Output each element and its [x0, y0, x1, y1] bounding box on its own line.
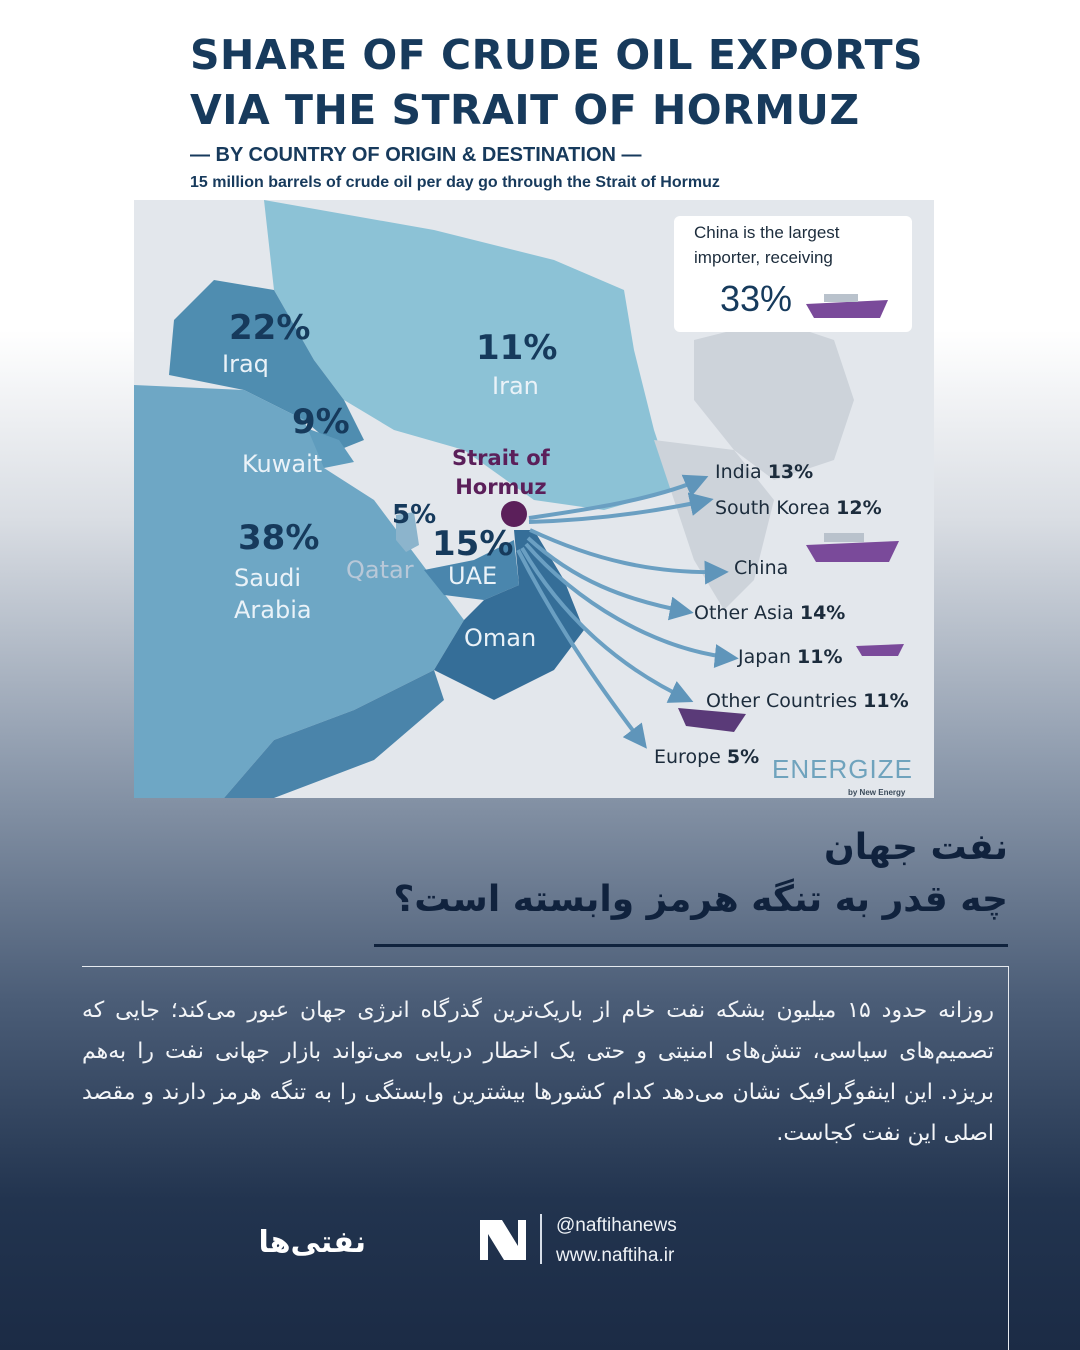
- persian-title-line-2: چه قدر به تنگه هرمز وابسته است؟: [393, 879, 1008, 920]
- energize-logo: ENERGIZE: [772, 754, 913, 784]
- dest-share: 14%: [799, 602, 846, 624]
- persian-body: روزانه حدود ۱۵ میلیون بشکه نفت خام از باریک‌ترین گذرگاه انرژی جهان عبور می‌کند؛ جایی که تصمیم‌های سیاسی، تنش‌های امنیتی و حتی یک اخطار دریایی می‌تواند بازار جهانی نفت را به‌هم بریزد. این اینفوگرافیک نشان می‌دهد کدام کشورها بیشترین وابستگی را به تنگه هرمز دارند و مقصد اصلی این نفت کجاست.: [82, 998, 994, 1146]
- callout-share: 33%: [720, 278, 793, 319]
- qatar-label: Qatar: [346, 556, 414, 584]
- dest-name: South Korea: [715, 497, 831, 519]
- qatar-share: 5%: [392, 500, 437, 530]
- dest-name: Japan: [738, 646, 791, 668]
- footer-separator: [540, 1214, 542, 1264]
- dest-share: 11%: [797, 646, 843, 668]
- strait-label-line-1: Strait of: [452, 446, 550, 470]
- china-callout: [674, 216, 912, 332]
- infographic-title: [190, 28, 950, 138]
- logo-text: نفتی‌ها: [258, 1225, 366, 1260]
- frame-line-top: [82, 966, 1009, 967]
- saudi-label-1: Saudi: [234, 564, 302, 592]
- dest-japan: [738, 646, 843, 668]
- iraq-share: 22%: [229, 308, 311, 348]
- dest-share: 12%: [836, 497, 882, 519]
- uae-share: 15%: [432, 524, 514, 564]
- infographic-tagline: 15 million barrels of crude oil per day go through the Strait of Hormuz: [190, 174, 720, 191]
- dest-other-asia: [694, 602, 845, 624]
- saudi-share: 38%: [238, 518, 320, 558]
- persian-title: [308, 822, 1008, 926]
- dest-europe: [654, 746, 759, 768]
- tanker-icon: [856, 644, 904, 656]
- oman-label: Oman: [464, 624, 537, 652]
- title-line-1: SHARE OF CRUDE OIL EXPORTS: [190, 31, 924, 79]
- dest-south-korea: [715, 497, 882, 519]
- dest-share: 11%: [863, 690, 909, 712]
- dest-china: [734, 557, 788, 579]
- iran-label: Iran: [492, 372, 539, 400]
- kuwait-share: 9%: [292, 402, 350, 442]
- website-link[interactable]: www.naftiha.ir: [556, 1245, 675, 1266]
- strait-label: [452, 444, 550, 502]
- title-line-2: VIA THE STRAIT OF HORMUZ: [190, 86, 860, 134]
- frame-line-right: [1008, 966, 1009, 1350]
- naftiha-logo: [258, 1212, 528, 1268]
- dest-name: India: [715, 461, 762, 483]
- callout-text: China is the largest importer, receiving: [694, 223, 840, 267]
- dest-name: China: [734, 557, 789, 579]
- energize-sub: by New Energy: [848, 788, 906, 797]
- iran-share: 11%: [476, 328, 558, 368]
- social-handle[interactable]: @naftihanews: [556, 1215, 677, 1236]
- tanker-icon: [804, 290, 890, 320]
- kuwait-label: Kuwait: [242, 450, 323, 478]
- strait-label-line-2: Hormuz: [455, 475, 547, 499]
- dest-name: Europe: [654, 746, 721, 768]
- dest-share: 13%: [767, 461, 814, 483]
- iraq-label: Iraq: [222, 350, 269, 378]
- infographic-subtitle: — BY COUNTRY OF ORIGIN & DESTINATION —: [190, 144, 642, 166]
- persian-title-line-1: نفت جهان: [823, 827, 1008, 868]
- dest-name: Other Countries: [706, 690, 858, 712]
- title-underline: [374, 944, 1008, 947]
- dest-share: 5%: [726, 746, 760, 768]
- dest-name: Other Asia: [694, 602, 794, 624]
- saudi-label-2: Arabia: [234, 596, 312, 624]
- dest-other-countries: [706, 690, 909, 712]
- uae-label: UAE: [448, 562, 498, 590]
- dest-india: [715, 461, 813, 483]
